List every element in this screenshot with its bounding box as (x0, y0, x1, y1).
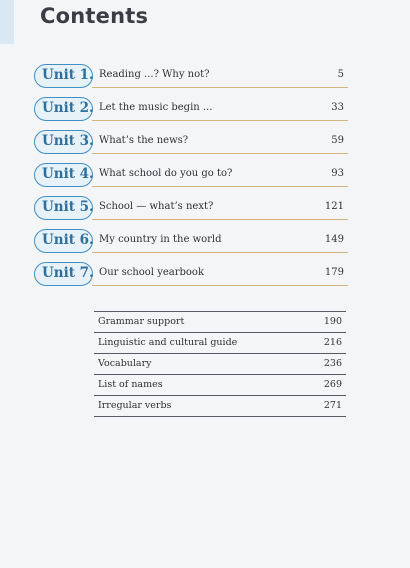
unit-page-number: 179 (324, 267, 344, 278)
unit-title: My country in the world (99, 234, 222, 245)
appendix-list (94, 311, 346, 417)
appendix-page-number: 190 (323, 316, 342, 327)
unit-row-1[interactable] (34, 62, 348, 95)
unit-rule (92, 120, 348, 121)
unit-title: School — what’s next? (99, 201, 214, 212)
appendix-title: Irregular verbs (98, 400, 172, 411)
unit-rule (92, 285, 348, 286)
unit-title: What school do you go to? (99, 168, 233, 179)
appendix-page-number: 216 (323, 337, 342, 348)
appendix-page-number: 271 (323, 400, 342, 411)
unit-badge: Unit 4. (34, 163, 93, 187)
unit-rule (92, 219, 348, 220)
appendix-title: Linguistic and cultural guide (98, 337, 238, 348)
unit-row-7[interactable] (34, 260, 348, 293)
appendix-row[interactable] (94, 332, 346, 353)
unit-page-number: 59 (331, 135, 344, 146)
appendix-title: Vocabulary (98, 358, 152, 369)
unit-badge: Unit 7. (34, 262, 93, 286)
unit-page-number: 93 (331, 168, 344, 179)
unit-badge: Unit 1. (34, 64, 93, 88)
unit-title: Let the music begin ... (99, 102, 213, 113)
unit-page-number: 121 (324, 201, 344, 212)
appendix-row[interactable] (94, 311, 346, 332)
corner-color-bar (0, 0, 14, 44)
unit-row-4[interactable] (34, 161, 348, 194)
unit-page-number: 33 (331, 102, 344, 113)
unit-page-number: 5 (337, 69, 344, 80)
unit-badge: Unit 3. (34, 130, 93, 154)
unit-rule (92, 153, 348, 154)
appendix-page-number: 236 (323, 358, 342, 369)
unit-row-6[interactable] (34, 227, 348, 260)
appendix-row[interactable] (94, 395, 346, 417)
appendix-page-number: 269 (323, 379, 342, 390)
unit-page-number: 149 (324, 234, 344, 245)
unit-row-3[interactable] (34, 128, 348, 161)
unit-row-2[interactable] (34, 95, 348, 128)
appendix-title: Grammar support (98, 316, 185, 327)
units-list (34, 62, 348, 293)
unit-rule (92, 252, 348, 253)
unit-badge: Unit 6. (34, 229, 93, 253)
unit-badge: Unit 2. (34, 97, 93, 121)
appendix-row[interactable] (94, 353, 346, 374)
unit-badge: Unit 5. (34, 196, 93, 220)
page-title: Contents (40, 4, 149, 28)
unit-title: Reading ...? Why not? (99, 69, 210, 80)
unit-rule (92, 186, 348, 187)
unit-rule (92, 87, 348, 88)
appendix-row[interactable] (94, 374, 346, 395)
unit-title: Our school yearbook (99, 267, 204, 278)
appendix-title: List of names (98, 379, 163, 390)
unit-title: What’s the news? (99, 135, 189, 146)
unit-row-5[interactable] (34, 194, 348, 227)
